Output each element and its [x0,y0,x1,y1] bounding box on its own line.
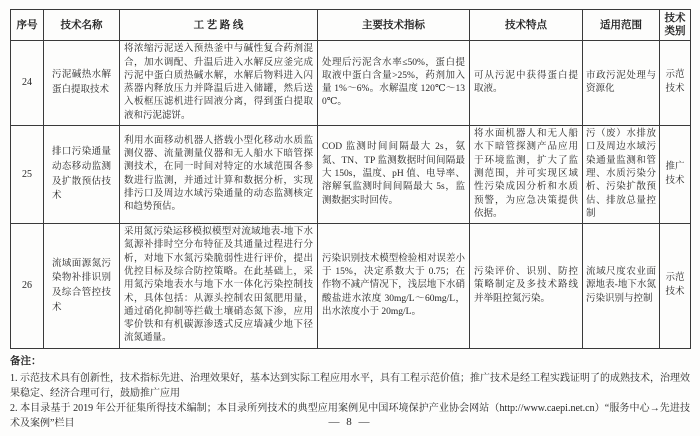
cell-tech-name: 流域面源氮污染物补排识别及综合管控技术 [44,224,120,349]
cell-serial-number: 25 [11,126,44,224]
cell-tech-name: 排口污染通量动态移动监测及扩散预估技术 [44,126,120,224]
cell-features: 将水面机器人和无人船水下暗管探测产品应用于环境监测，扩大了监测范围，并可实现区域性污染成因分析和水质预警，为应急决策提供依据。 [470,126,583,224]
cell-category: 推广技术 [660,126,691,224]
cell-serial-number: 24 [11,41,44,126]
col-header-process-route: 工 艺 路 线 [120,10,318,41]
table-header-row [11,10,691,41]
cell-category: 示范技术 [660,41,691,126]
cell-category: 示范技术 [660,224,691,349]
cell-scope: 流域尺度农业面源地表-地下水氮污染识别与控制 [583,224,660,349]
page-number: — 8 — [328,416,372,428]
cell-process-route: 将浓缩污泥送入预热釜中与碱性复合药剂混合，加水调配、升温后进入水解反应釜完成污泥中蛋白质热碱水解，水解后物料进入闪蒸器内释放压力并降温后进入储罐，然后送入板框压滤机进行固液分离，得到蛋白提取液和污泥滤饼。 [120,41,318,126]
cell-process-route: 利用水面移动机器人搭载小型化移动水质监测仪器、流量测量仪器和无人船水下暗管探测技术，在同一时间对特定的水域范围各参数进行监测，并通过计算和数据分析，实现排污口及周边水域污染通量的动态监测核定和趋势预估。 [120,126,318,224]
technology-table [10,9,691,349]
cell-scope: 市政污泥处理与资源化 [583,41,660,126]
note-item-2: 2. 本目录基于 2019 年公开征集所得技术编制；本目录所列技术的典型应用案例见中国环境保护产业协会网站（http://www.caepi.net.cn）“服务中心→先进技术及案例”栏目 [10,402,690,429]
col-header-features: 技术特点 [470,10,583,41]
col-header-scope: 适用范围 [583,10,660,41]
cell-scope: 污（废）水排放口及周边水域污染通量监测和管理、水质污染分析、污染扩散预估、排放总量控制 [583,126,660,224]
cell-indicators: COD 监测时间间隔最大 2s，氨氮、TN、TP 监测数据时间间隔最大 150s，温度、pH 值、电导率、溶解氧监测时间间隔最大 5s，监测数据实时回传。 [318,126,470,224]
col-header-serial: 序号 [11,10,44,41]
cell-tech-name: 污泥碱热水解蛋白提取技术 [44,41,120,126]
cell-process-route: 采用氮污染运移模拟模型对流域地表-地下水氮源补排时空分布特征及其通量过程进行分析，对地下水氮污染脆弱性进行评价，提出优控目标及综合防控策略。在此基础上，采用氮污染地表水与地下水一体化污染控制技术，具体包括：从源头控制农田氮肥用量，通过硝化抑制等拦截土壤硝态氮下渗，应用零价铁和有机碳源渗透式反应墙减少地下径流氮通量。 [120,224,318,349]
cell-indicators: 污染识别技术模型检验相对误差小于 15%，决定系数大于 0.75；在作物不减产情况下，浅层地下水硝酸盐进水浓度 30mg/L～60mg/L，出水浓度小于 20mg/L。 [318,224,470,349]
cell-indicators: 处理后污泥含水率≤50%，蛋白提取液中蛋白含量>25%，药剂加入量 1%～6%。水解温度 120℃～130℃。 [318,41,470,126]
cell-serial-number: 26 [11,224,44,349]
note-item-1: 1. 示范技术具有创新性，技术指标先进、治理效果好，基本达到实际工程应用水平，具有工程示范价值；推广技术是经工程实践证明了的成熟技术，治理效果稳定、经济合理可行，鼓励推广应用 [10,372,690,399]
col-header-category: 技术类别 [660,10,691,41]
notes-title: 备注： [10,355,42,367]
table-row [11,41,691,126]
cell-features: 污染评价、识别、防控策略制定及多技术路线并举阻控氮污染。 [470,224,583,349]
col-header-indicators: 主要技术指标 [318,10,470,41]
table-row [11,224,691,349]
table-row [11,126,691,224]
col-header-tech-name: 技术名称 [44,10,120,41]
cell-features: 可从污泥中获得蛋白提取液。 [470,41,583,126]
